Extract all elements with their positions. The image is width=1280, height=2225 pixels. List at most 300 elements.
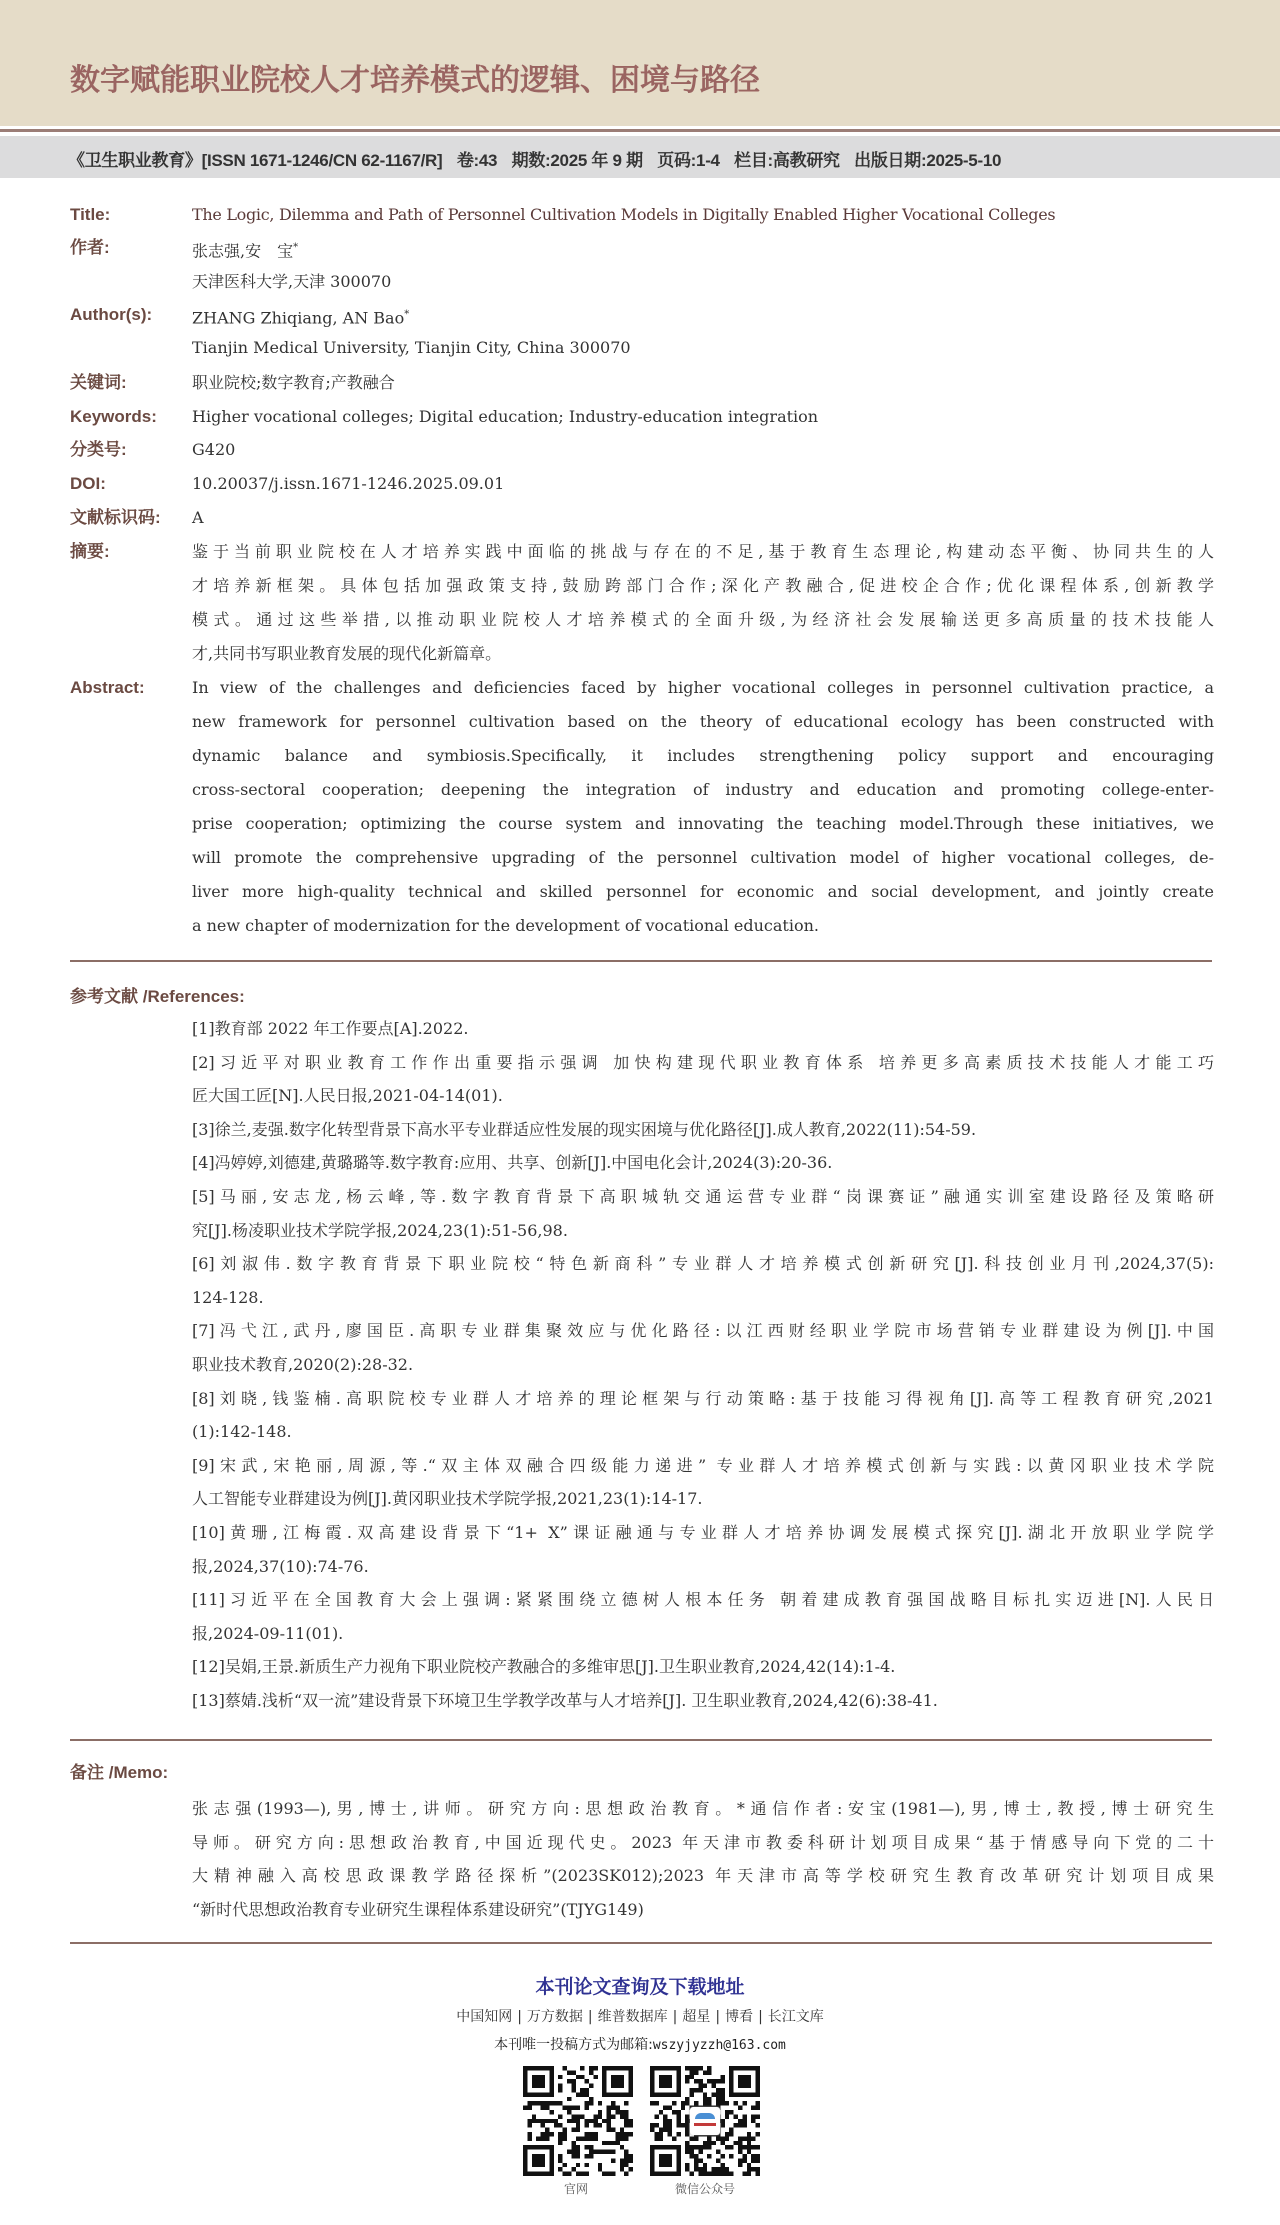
meta-row-title [0, 200, 1280, 230]
qr-module [698, 2066, 702, 2070]
qr-module [738, 2150, 742, 2154]
meta-row-doc-code [0, 503, 1280, 533]
qr-module [659, 2154, 672, 2167]
qr-module [545, 2136, 549, 2140]
qr-module [602, 2150, 606, 2154]
reference-line: 职业技术教育,2020(2):28-32. [192, 1354, 414, 1374]
qr-module [654, 2101, 658, 2105]
qr-module [712, 2167, 716, 2171]
qr-module [585, 2132, 589, 2136]
qr-module [650, 2123, 654, 2127]
qr-module [720, 2101, 724, 2105]
qr-module [703, 2092, 707, 2096]
qr-module [734, 2123, 738, 2127]
qr-module [558, 2075, 562, 2079]
qr-module [571, 2084, 575, 2088]
qr-module [576, 2119, 580, 2123]
qr-module [629, 2158, 633, 2162]
qr-module [585, 2092, 589, 2096]
qr-module [629, 2119, 633, 2123]
qr-module [607, 2106, 611, 2110]
qr-module [615, 2136, 619, 2140]
qr-module [585, 2106, 589, 2110]
qr-module [716, 2136, 720, 2140]
qr-module [690, 2172, 694, 2176]
separator: | [758, 2009, 763, 2025]
qr-module [611, 2106, 615, 2110]
qr-module [703, 2141, 707, 2145]
qr-module [742, 2145, 746, 2149]
qr-module [532, 2114, 536, 2118]
qr-module [747, 2145, 751, 2149]
qr-module [694, 2163, 698, 2167]
qr-module [659, 2136, 663, 2140]
qr-module [668, 2123, 672, 2127]
qr-module [611, 2101, 615, 2105]
qr-module [545, 2101, 549, 2105]
qr-module [593, 2123, 597, 2127]
qr-module [751, 2158, 755, 2162]
abstract-en-line: dynamic balance and symbiosis.Specifically, it includes strengthening policy support and encouraging [192, 746, 1214, 765]
qr-module [589, 2084, 593, 2088]
qr-module [654, 2132, 658, 2136]
author-cn-names: 张志强,安 宝 [192, 241, 294, 261]
qr-module [580, 2088, 584, 2092]
qr-module [624, 2150, 628, 2154]
meta-row-doi [0, 469, 1280, 499]
abstract-en-line: In view of the challenges and deficiencies faced by higher vocational colleges in personnel cultivation practice, a [192, 678, 1214, 697]
qr-module [576, 2128, 580, 2132]
qr-module [558, 2136, 562, 2140]
qr-code-icon[interactable] [523, 2065, 633, 2177]
link-cnki[interactable]: 中国知网 [456, 2009, 513, 2025]
qr-module [685, 2101, 689, 2105]
qr-module [567, 2079, 571, 2083]
qr-module [563, 2066, 567, 2070]
qr-module [729, 2132, 733, 2136]
qr-module [558, 2167, 562, 2171]
qr-module [580, 2075, 584, 2079]
qr-module [729, 2128, 733, 2132]
qr-module [716, 2079, 720, 2083]
qr-module [751, 2154, 755, 2158]
qr-module [585, 2119, 589, 2123]
qr-module [602, 2141, 606, 2145]
qr-module [607, 2110, 611, 2114]
qr-module [742, 2119, 746, 2123]
qr-module [593, 2150, 597, 2154]
qr-module [563, 2132, 567, 2136]
qr-module [589, 2066, 593, 2070]
qr-module [571, 2145, 575, 2149]
link-changjiang[interactable]: 长江文库 [767, 2009, 824, 2025]
qr-module [585, 2088, 589, 2092]
qr-module [725, 2145, 729, 2149]
qr-module [738, 2141, 742, 2145]
qr-module [659, 2075, 672, 2088]
reference-line: 报,2024,37(10):74-76. [192, 1556, 369, 1576]
references-list [192, 1012, 1214, 1717]
qr-module [685, 2145, 689, 2149]
qr-module [751, 2119, 755, 2123]
qr-module [607, 2128, 611, 2132]
qr-module [571, 2128, 575, 2132]
qr-module [681, 2101, 685, 2105]
keywords-cn-label: 关键词: [70, 373, 127, 392]
qr-module [747, 2150, 751, 2154]
qr-module [703, 2163, 707, 2167]
qr-module [690, 2150, 694, 2154]
qr-module [742, 2136, 746, 2140]
qr-module [690, 2154, 694, 2158]
reference-line: [5]马丽,安志龙,杨云峰,等.数字教育背景下高职城轨交通运营专业群“岗课赛证”融通实训室建设路径及策略研 [192, 1186, 1214, 1206]
meta-row-keywords-en [0, 402, 1280, 432]
qr-module [580, 2172, 584, 2176]
qr-module [707, 2097, 711, 2101]
qr-module [598, 2167, 602, 2171]
qr-module [576, 2154, 580, 2158]
doc-code-value: A [192, 508, 204, 527]
submission-email [0, 2034, 1280, 2054]
affiliation-en: Tianjin Medical University, Tianjin City, China 300070 [192, 338, 631, 357]
journal-volume: 卷:43 [456, 151, 498, 170]
memo-line: 导师。研究方向:思想政治教育,中国近现代史。2023 年天津市教委科研计划项目成果“基于情感导向下党的二十 [192, 1832, 1214, 1852]
reference-line: [9]宋武,宋艳丽,周源,等.“双主体双融合四级能力递进” 专业群人才培养模式创新与实践:以黄冈职业技术学院 [192, 1455, 1214, 1475]
qr-module [685, 2150, 689, 2154]
qr-module [620, 2132, 624, 2136]
qr-module [756, 2172, 760, 2176]
qr-module [620, 2163, 624, 2167]
qr-module [527, 2119, 531, 2123]
doi-value[interactable]: 10.20037/j.issn.1671-1246.2025.09.01 [192, 474, 505, 493]
separator: | [587, 2009, 593, 2025]
link-chaoxing[interactable]: 超星 [682, 2009, 711, 2025]
qr-module [611, 2172, 615, 2176]
qr-module [707, 2066, 711, 2070]
qr-module [580, 2114, 584, 2118]
qr-module [571, 2167, 575, 2171]
qr-module [738, 2136, 742, 2140]
qr-module [712, 2079, 716, 2083]
qr-module [576, 2136, 580, 2140]
qr-module [685, 2132, 689, 2136]
qr-module [716, 2088, 720, 2092]
meta-row-affiliation-cn [0, 267, 1280, 297]
qr-module [624, 2110, 628, 2114]
reference-line: 人工智能专业群建设为例[J].黄冈职业技术学院学报,2021,23(1):14-17. [192, 1489, 703, 1509]
qr-module [624, 2136, 628, 2140]
qr-module [716, 2172, 720, 2176]
qr-module [654, 2114, 658, 2118]
reference-line: [7]冯弋江,武丹,廖国臣.高职专业群集聚效应与优化路径:以江西财经职业学院市场营销专业群建设为例[J].中国 [192, 1321, 1214, 1341]
qr-module [725, 2110, 729, 2114]
memo-heading: 备注 /Memo: [70, 1763, 169, 1782]
title-label: Title: [70, 205, 111, 224]
abstract-cn-label: 摘要: [70, 542, 110, 561]
qr-module [725, 2136, 729, 2140]
reference-line: [3]徐兰,麦强.数字化转型背景下高水平专业群适应性发展的现实困境与优化路径[J].成人教育,2022(11):54-59. [192, 1119, 977, 1139]
reference-line: [6]刘淑伟.数字教育背景下职业院校“特色新商科”专业群人才培养模式创新研究[J].科技创业月刊,2024,37(5): [192, 1254, 1214, 1274]
qr-module [738, 2075, 751, 2088]
qr-module [611, 2141, 615, 2145]
qr-module [729, 2145, 733, 2149]
link-vip[interactable]: 维普数据库 [597, 2009, 668, 2025]
qr-module [589, 2070, 593, 2074]
separator: | [715, 2009, 721, 2025]
qr-module [756, 2158, 760, 2162]
qr-module [698, 2172, 702, 2176]
qr-module [712, 2084, 716, 2088]
qr-module [720, 2141, 724, 2145]
section-divider [70, 960, 1212, 962]
qr-module [712, 2141, 716, 2145]
qr-module [725, 2132, 729, 2136]
qr-module [615, 2110, 619, 2114]
qr-module [549, 2101, 553, 2105]
abstract-en-line: new framework for personnel cultivation based on the theory of educational ecology has been constructed with [192, 712, 1214, 731]
qr-module [611, 2075, 624, 2088]
qr-module [756, 2101, 760, 2105]
qr-module [624, 2123, 628, 2127]
abstract-en-line: cross-sectoral cooperation; deepening the integration of industry and education and promoting college-enter- [192, 780, 1214, 799]
qr-module [685, 2167, 689, 2171]
qr-module [589, 2119, 593, 2123]
qr-module [738, 2106, 742, 2110]
affiliation-cn: 天津医科大学,天津 300070 [192, 272, 392, 291]
qr-module [567, 2150, 571, 2154]
qr-module [541, 2119, 545, 2123]
qr-module [725, 2167, 729, 2171]
qr-module [576, 2150, 580, 2154]
qr-module [712, 2092, 716, 2096]
qr-module [685, 2123, 689, 2127]
reference-line: [2]习近平对职业教育工作作出重要指示强调 加快构建现代职业教育体系 培养更多高素质技术技能人才能工巧 [192, 1052, 1214, 1072]
qr-module [751, 2114, 755, 2118]
qr-module [607, 2114, 611, 2118]
qr-module [567, 2070, 571, 2074]
qr-module [558, 2084, 562, 2088]
qr-module [598, 2110, 602, 2114]
qr-module [725, 2101, 729, 2105]
qr-module [541, 2136, 545, 2140]
qr-module [668, 2119, 672, 2123]
qr-module [747, 2141, 751, 2145]
reference-line: [4]冯婷婷,刘德建,黄璐璐等.数字教育:应用、共享、创新[J].中国电化会计,2024(3):20-36. [192, 1153, 833, 1173]
link-bookan[interactable]: 博看 [725, 2009, 754, 2025]
qr-module [593, 2136, 597, 2140]
qr-module [585, 2079, 589, 2083]
qr-module [615, 2106, 619, 2110]
author-cn-label: 作者: [70, 238, 110, 257]
qr-module [659, 2110, 663, 2114]
qr-module [685, 2141, 689, 2145]
qr-module [554, 2123, 558, 2127]
qr-module [659, 2128, 663, 2132]
journal-info-bar [0, 136, 1280, 178]
qr-module [742, 2114, 746, 2118]
qr-module [558, 2123, 562, 2127]
separator: | [672, 2009, 678, 2025]
qr-module [720, 2136, 724, 2140]
meta-row-author-cn [0, 233, 1280, 263]
qr-module [690, 2092, 694, 2096]
corresponding-mark: * [293, 242, 299, 253]
qr-module [585, 2163, 589, 2167]
qr-module [747, 2136, 751, 2140]
qr-module [629, 2123, 633, 2127]
qr-module [716, 2167, 720, 2171]
title-value: The Logic, Dilemma and Path of Personnel Cultivation Models in Digitally Enabled Higher Vocational Colleges [192, 205, 1056, 224]
qr-module [725, 2172, 729, 2176]
qr-module [558, 2154, 562, 2158]
qr-module [558, 2158, 562, 2162]
qr-module [668, 2132, 672, 2136]
qr-module [707, 2079, 711, 2083]
qr-module [747, 2172, 751, 2176]
qr-module [527, 2132, 531, 2136]
qr-module [690, 2136, 694, 2140]
keywords-en-label: Keywords: [70, 407, 157, 426]
qr-module [527, 2106, 531, 2110]
qr-module [545, 2106, 549, 2110]
qr-module [576, 2114, 580, 2118]
abstract-cn-line: 才培养新框架。具体包括加强政策支持,鼓励跨部门合作;深化产教融合,促进校企合作;优化课程体系,创新教学 [192, 576, 1214, 595]
qr-module [654, 2136, 658, 2140]
qr-module [593, 2114, 597, 2118]
journal-logo-icon [690, 2107, 720, 2135]
qr-module [585, 2154, 589, 2158]
qr-module [624, 2163, 628, 2167]
email-address[interactable]: wszyjyzzh@163.com [652, 2038, 786, 2053]
reference-line: [8]刘晓,钱鉴楠.高职院校专业群人才培养的理论框架与行动策略:基于技能习得视角[J].高等工程教育研究,2021 [192, 1388, 1214, 1408]
qr-module [571, 2154, 575, 2158]
qr-module [756, 2167, 760, 2171]
qr-module [685, 2119, 689, 2123]
qr-module [558, 2114, 562, 2118]
qr-module [738, 2163, 742, 2167]
qr-module [672, 2110, 676, 2114]
qr-module [549, 2119, 553, 2123]
qr-module [720, 2079, 724, 2083]
reference-line: 124-128. [192, 1287, 264, 1307]
author-en-value [192, 300, 409, 333]
qr-module [663, 2128, 667, 2132]
qr-module [624, 2101, 628, 2105]
author-en-names: ZHANG Zhiqiang, AN Bao [192, 308, 405, 328]
section-divider [70, 1942, 1212, 1944]
separator: | [517, 2009, 522, 2025]
qr-module [676, 2123, 680, 2127]
qr-module [593, 2075, 597, 2079]
qr-module [585, 2136, 589, 2140]
qr-module [598, 2163, 602, 2167]
qr-module [756, 2145, 760, 2149]
qr-module [676, 2119, 680, 2123]
meta-row-affiliation-en [0, 333, 1280, 363]
qr-module [541, 2132, 545, 2136]
qr-module [734, 2114, 738, 2118]
reference-line: 报,2024-09-11(01). [192, 1623, 344, 1643]
qr-code-icon[interactable] [650, 2065, 760, 2177]
journal-info [68, 146, 1011, 171]
qr-module [576, 2163, 580, 2167]
reference-line: [12]吴娟,王景.新质生产力视角下职业院校产教融合的多维审思[J].卫生职业教育,2024,42(14):1-4. [192, 1657, 896, 1677]
qr-module [558, 2132, 562, 2136]
qr-module [720, 2154, 724, 2158]
qr-module [707, 2141, 711, 2145]
qr-module [663, 2114, 667, 2118]
qr-module [607, 2150, 611, 2154]
qr-module [585, 2172, 589, 2176]
qr-module [720, 2163, 724, 2167]
qr-module [747, 2132, 751, 2136]
qr-module [620, 2128, 624, 2132]
qr-module [558, 2101, 562, 2105]
qr-module [690, 2088, 694, 2092]
qr-module [738, 2119, 742, 2123]
reference-line: 究[J].杨凌职业技术学院学报,2024,23(1):51-56,98. [192, 1220, 568, 1240]
qr-module [589, 2154, 593, 2158]
qr-module [615, 2141, 619, 2145]
qr-module [629, 2132, 633, 2136]
qr-module [571, 2141, 575, 2145]
qr-module [698, 2167, 702, 2171]
link-wanfang[interactable]: 万方数据 [526, 2009, 583, 2025]
qr-module [747, 2163, 751, 2167]
abstract-en-line: prise cooperation; optimizing the course system and innovating the teaching model.Through these initiatives, we [192, 814, 1214, 833]
keywords-cn-value: 职业院校;数字教育;产教融合 [192, 373, 395, 392]
qr-module [532, 2119, 536, 2123]
qr-module [720, 2123, 724, 2127]
qr-module [620, 2114, 624, 2118]
qr-module [545, 2132, 549, 2136]
qr-module [593, 2132, 597, 2136]
qr-module [751, 2167, 755, 2171]
qr-module [593, 2066, 597, 2070]
doi-label: DOI: [70, 474, 106, 493]
database-links [0, 2006, 1280, 2026]
meta-row-classification [0, 435, 1280, 465]
qr-module [607, 2141, 611, 2145]
qr-module [729, 2110, 733, 2114]
qr-module [541, 2101, 545, 2105]
qr-module [589, 2101, 593, 2105]
qr-module [756, 2132, 760, 2136]
qr-module [598, 2101, 602, 2105]
qr-module [751, 2145, 755, 2149]
qr-module [571, 2119, 575, 2123]
qr-module [694, 2088, 698, 2092]
qr-module [738, 2123, 742, 2127]
qr-module [703, 2084, 707, 2088]
qr-module [607, 2119, 611, 2123]
journal-pub-date: 出版日期:2025-5-10 [854, 151, 1002, 170]
qr-module [756, 2123, 760, 2127]
qr-module [694, 2079, 698, 2083]
journal-issue: 期数:2025 年 9 期 [511, 151, 643, 170]
qr-module [589, 2132, 593, 2136]
qr-module [624, 2154, 628, 2158]
reference-line: [11]习近平在全国教育大会上强调:紧紧围绕立德树人根本任务 朝着建成教育强国战略目标扎实迈进[N].人民日 [192, 1590, 1214, 1610]
qr-module [707, 2145, 711, 2149]
qr-module [650, 2101, 654, 2105]
article-title: 数字赋能职业院校人才培养模式的逻辑、困境与路径 [70, 63, 760, 98]
qr-module [685, 2066, 689, 2070]
qr-module [554, 2119, 558, 2123]
author-cn-value [192, 233, 298, 266]
qr-module [668, 2128, 672, 2132]
qr-module [571, 2070, 575, 2074]
